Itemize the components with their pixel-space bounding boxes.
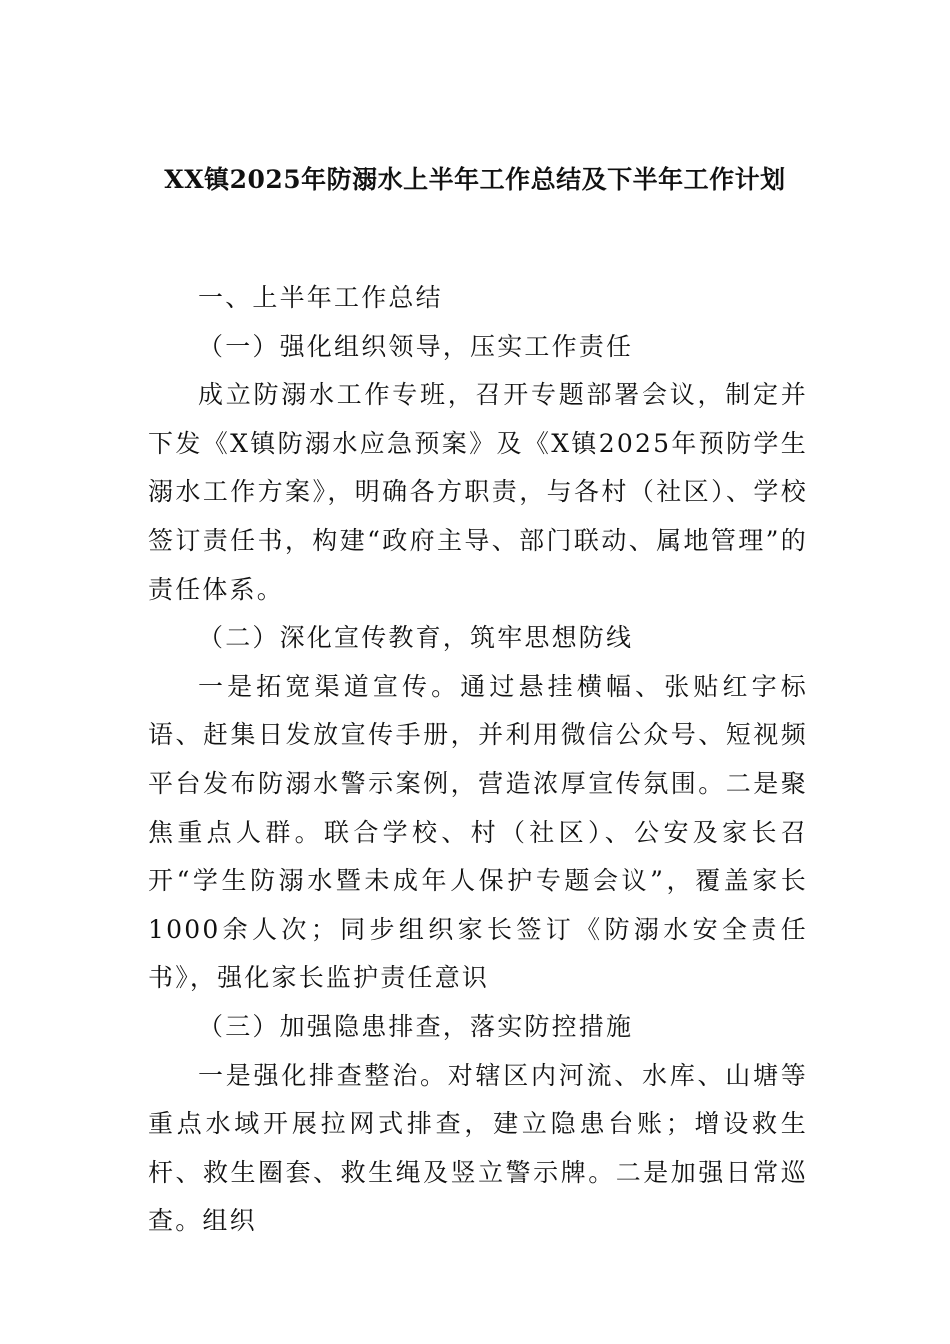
section-heading-1: 一、上半年工作总结 [198,283,443,312]
subsection-heading-3: （三）加强隐患排查，落实防控措施 [198,1011,634,1041]
paragraph-1: 成立防溺水工作专班，召开专题部署会议，制定并下发《X镇防溺水应急预案》及《X镇2025年预防学生溺水工作方案》，明确各方职责，与各村（社区）、学校签订责任书，构建“政府主导、部门联动、属地管理”的责任体系。 [148,380,808,604]
document-body [148,274,808,1246]
subsection-heading-1: （一）强化组织领导，压实工作责任 [198,331,634,361]
paragraph-3: 一是强化排查整治。对辖区内河流、水库、山塘等重点水域开展拉网式排查，建立隐患台账；增设救生杆、救生圈套、救生绳及竖立警示牌。二是加强日常巡查。组织 [148,1060,808,1236]
document-title: XX镇2025年防溺水上半年工作总结及下半年工作计划 [164,165,786,194]
subsection-heading-2: （二）深化宣传教育，筑牢思想防线 [198,623,634,653]
paragraph-2: 一是拓宽渠道宣传。通过悬挂横幅、张贴红字标语、赶集日发放宣传手册，并利用微信公众号、短视频平台发布防溺水警示案例，营造浓厚宣传氛围。二是聚焦重点人群。联合学校、村（社区）、公安及家长召开“学生防溺水暨未成年人保护专题会议”，覆盖家长1000余人次；同步组织家长签订《防溺水安全责任书》，强化家长监护责任意识 [148,671,808,993]
